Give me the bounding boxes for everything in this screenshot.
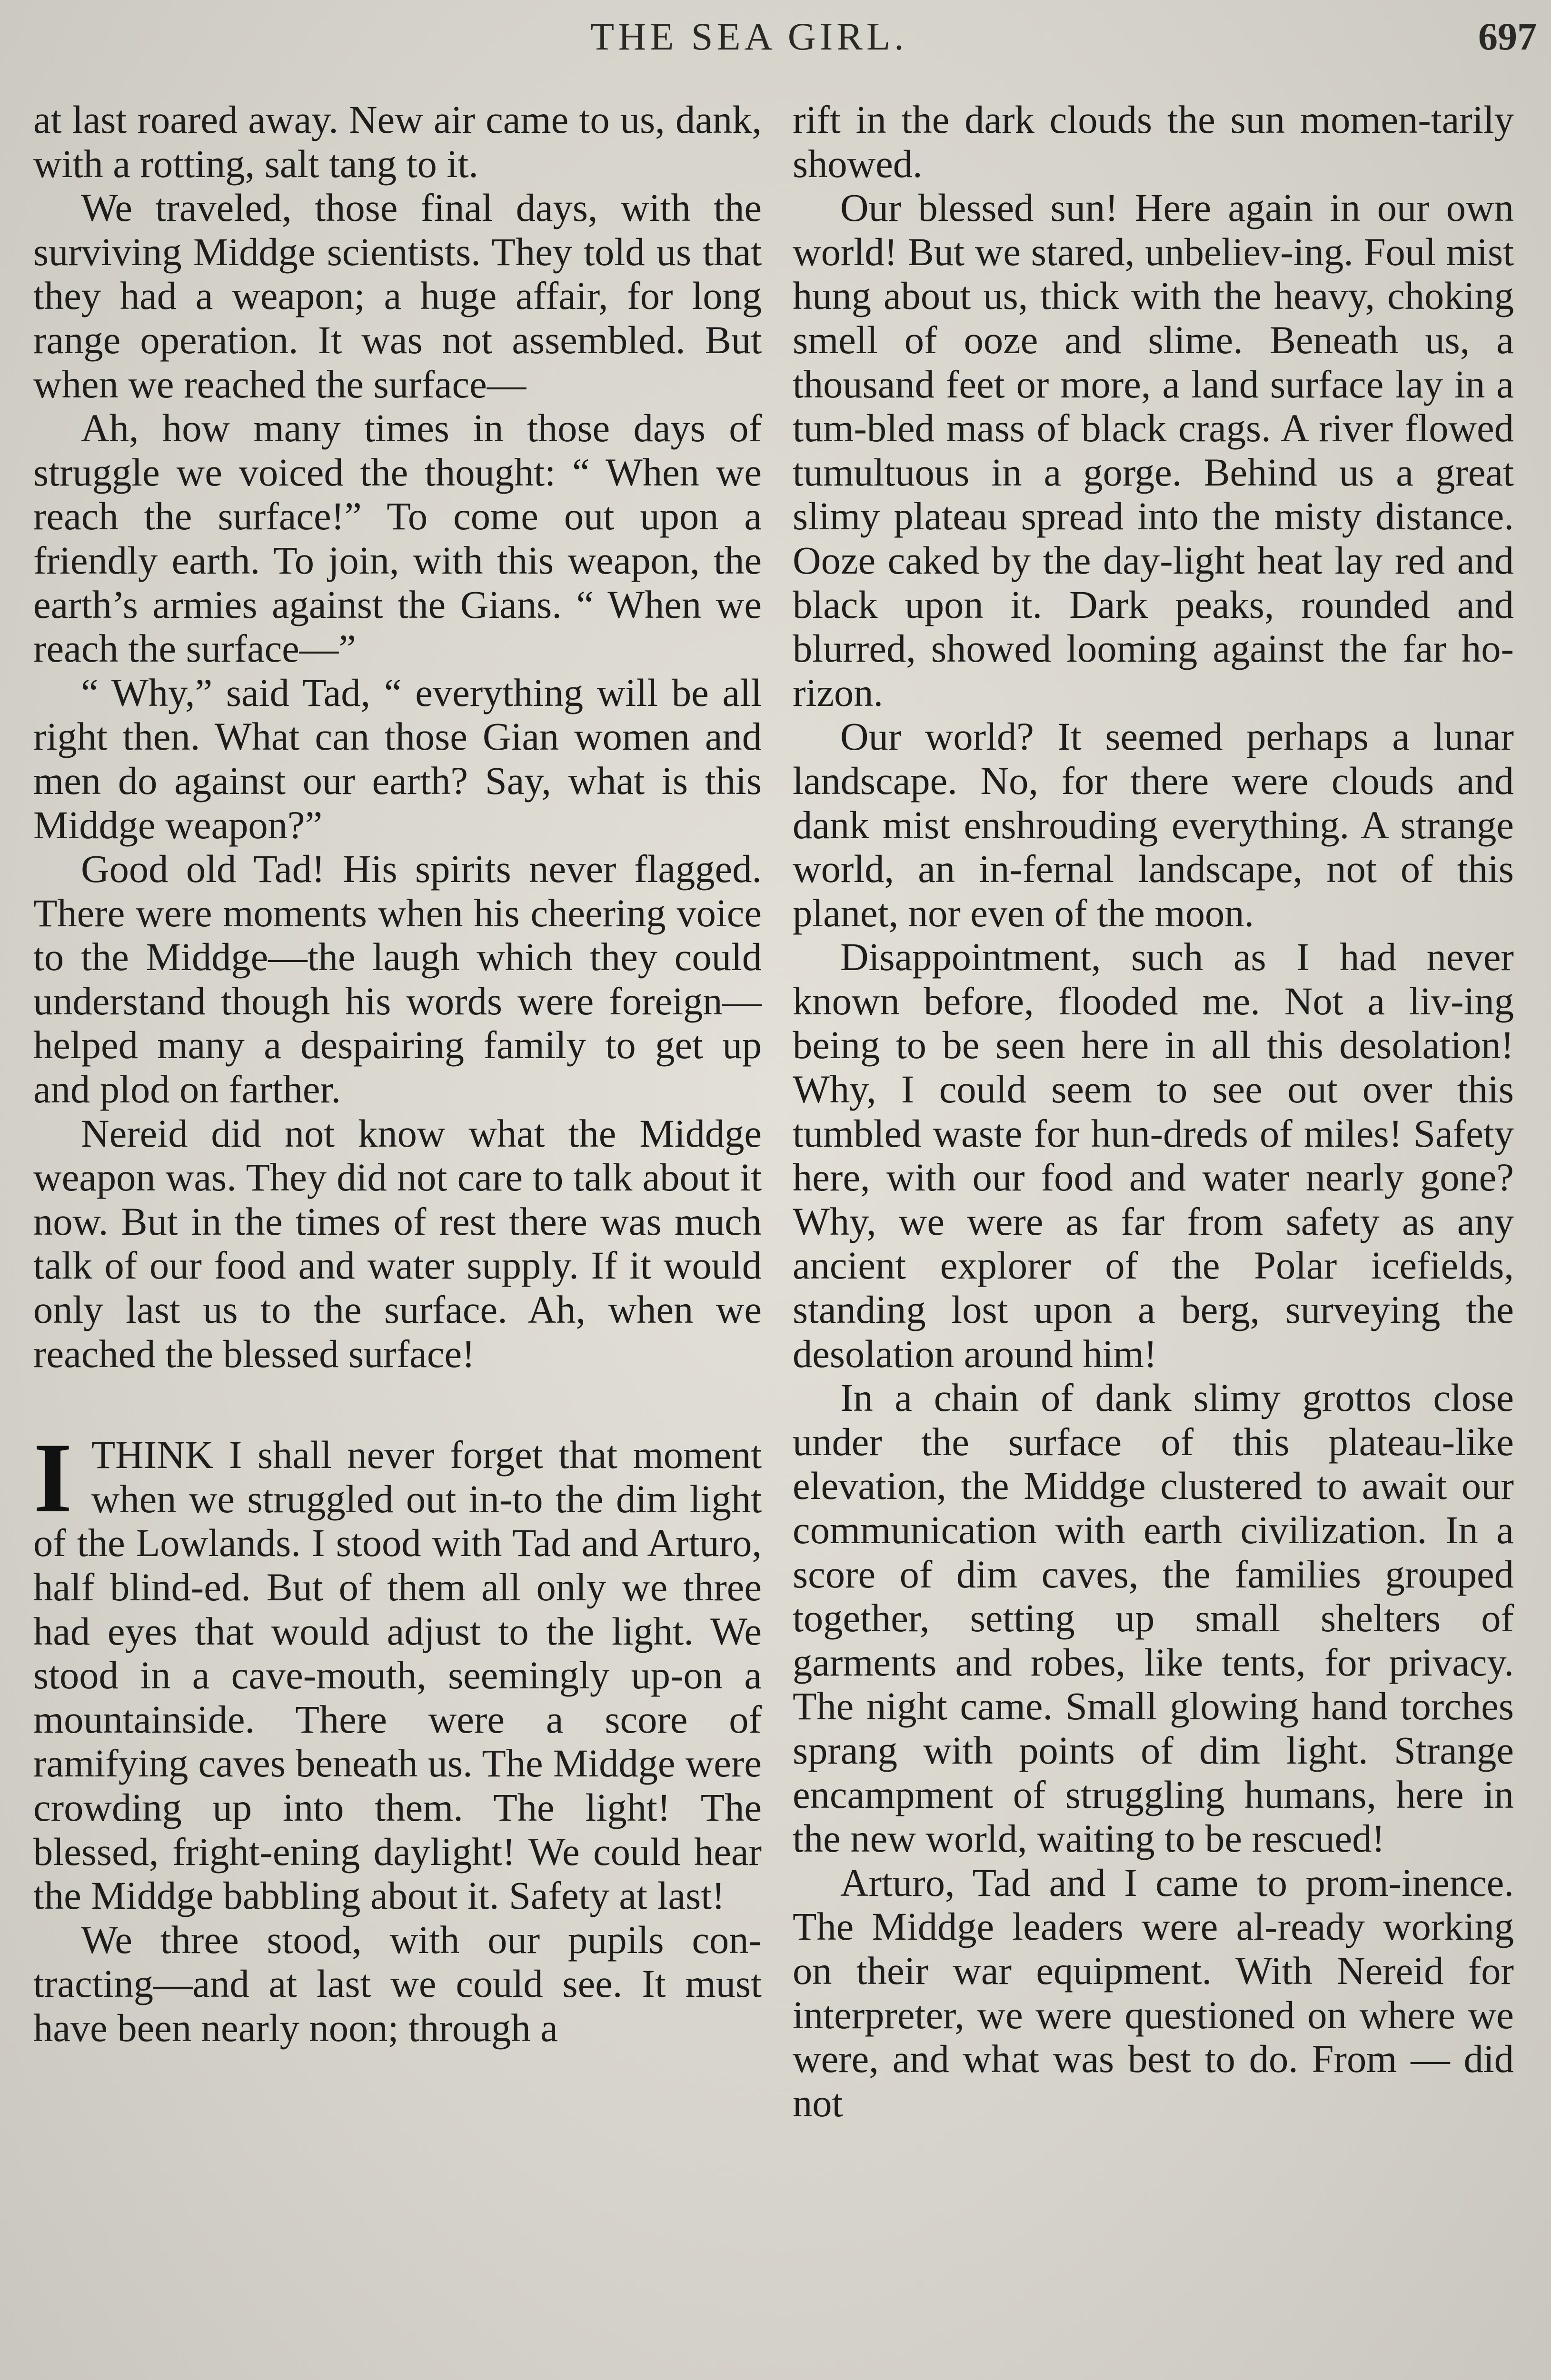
dropcap-paragraph xyxy=(33,1423,762,1918)
paragraph: Good old Tad! His spirits never flagged. There were moments when his cheering voice to the Middge—the laugh which they could understand though his words were foreign—helped many a despairing family to get up and plod on farther. xyxy=(33,847,762,1111)
page-header xyxy=(0,14,1551,67)
paragraph: at last roared away. New air came to us, dank, with a rotting, salt tang to it. xyxy=(33,98,762,186)
drop-cap: I xyxy=(33,1423,72,1534)
section-break xyxy=(33,1376,762,1433)
paragraph: “ Why,” said Tad, “ everything will be all right then. What can those Gian women and men do against our earth? Say, what is this Middge weapon?” xyxy=(33,670,762,847)
dropcap-paragraph-text: THINK I shall never forget that moment when we struggled out in-to the dim light of the Lowlands. I stood with Tad and Arturo, half blind-ed. But of them all only we three had eyes that would adjust to the light. We stood in a cave-mouth, seemingly up-on a mountainside. There were a score of ramifying caves beneath us. The Middge were crowding up into them. The light! The blessed, fright-ening daylight! We could hear the Middge babbling about it. Safety at last! xyxy=(33,1433,762,1918)
paragraph: Disappointment, such as I had never known before, flooded me. Not a liv-ing being to be seen here in all this desolation! Why, I could seem to see out over this tumbled waste for hun-dreds of miles! Safety here, with our food and water nearly gone? Why, we were as far from safety as any ancient explorer of the Polar icefields, standing lost upon a berg, surveying the desolation around him! xyxy=(793,935,1514,1376)
running-title: THE SEA GIRL. xyxy=(590,15,908,58)
paragraph: We traveled, those final days, with the surviving Middge scientists. They told us that they had a weapon; a huge affair, for long range operation. It was not assembled. But when we reached the surface— xyxy=(33,186,762,406)
paragraph: Nereid did not know what the Middge weapon was. They did not care to talk about it now. But in the times of rest there was much talk of our food and water supply. If it would only last us to the surface. Ah, when we reached the blessed surface! xyxy=(33,1111,762,1376)
left-column xyxy=(33,98,762,2050)
page-number: 697 xyxy=(1478,15,1537,58)
paragraph: Ah, how many times in those days of struggle we voiced the thought: “ When we reach the surface!” To come out upon a friendly earth. To join, with this weapon, the earth’s armies against the Gians. “ When we reach the surface—” xyxy=(33,406,762,671)
paragraph: We three stood, with our pupils con-tracting—and at last we could see. It must have been nearly noon; through a xyxy=(33,1917,762,2050)
paragraph: rift in the dark clouds the sun momen-tarily showed. xyxy=(793,98,1514,186)
right-column xyxy=(793,98,1514,2125)
paragraph: In a chain of dank slimy grottos close under the surface of this plateau-like elevation, the Middge clustered to await our communication with earth civilization. In a score of dim caves, the families grouped together, setting up small shelters of garments and robes, like tents, for privacy. The night came. Small glowing hand torches sprang with points of dim light. Strange encampment of struggling humans, here in the new world, waiting to be rescued! xyxy=(793,1376,1514,1861)
paragraph: Arturo, Tad and I came to prom-inence. The Middge leaders were al-ready working on their war equipment. With Nereid for interpreter, we were questioned on where we were, and what was best to do. From — did not xyxy=(793,1860,1514,2125)
paragraph: Our blessed sun! Here again in our own world! But we stared, unbeliev-ing. Foul mist hung about us, thick with the heavy, choking smell of ooze and slime. Beneath us, a thousand feet or more, a land surface lay in a tum-bled mass of black crags. A river flowed tumultuous in a gorge. Behind us a great slimy plateau spread into the misty distance. Ooze caked by the day-light heat lay red and black upon it. Dark peaks, rounded and blurred, showed looming against the far ho-rizon. xyxy=(793,186,1514,714)
paragraph: Our world? It seemed perhaps a lunar landscape. No, for there were clouds and dank mist enshrouding everything. A strange world, an in-fernal landscape, not of this planet, nor even of the moon. xyxy=(793,714,1514,935)
